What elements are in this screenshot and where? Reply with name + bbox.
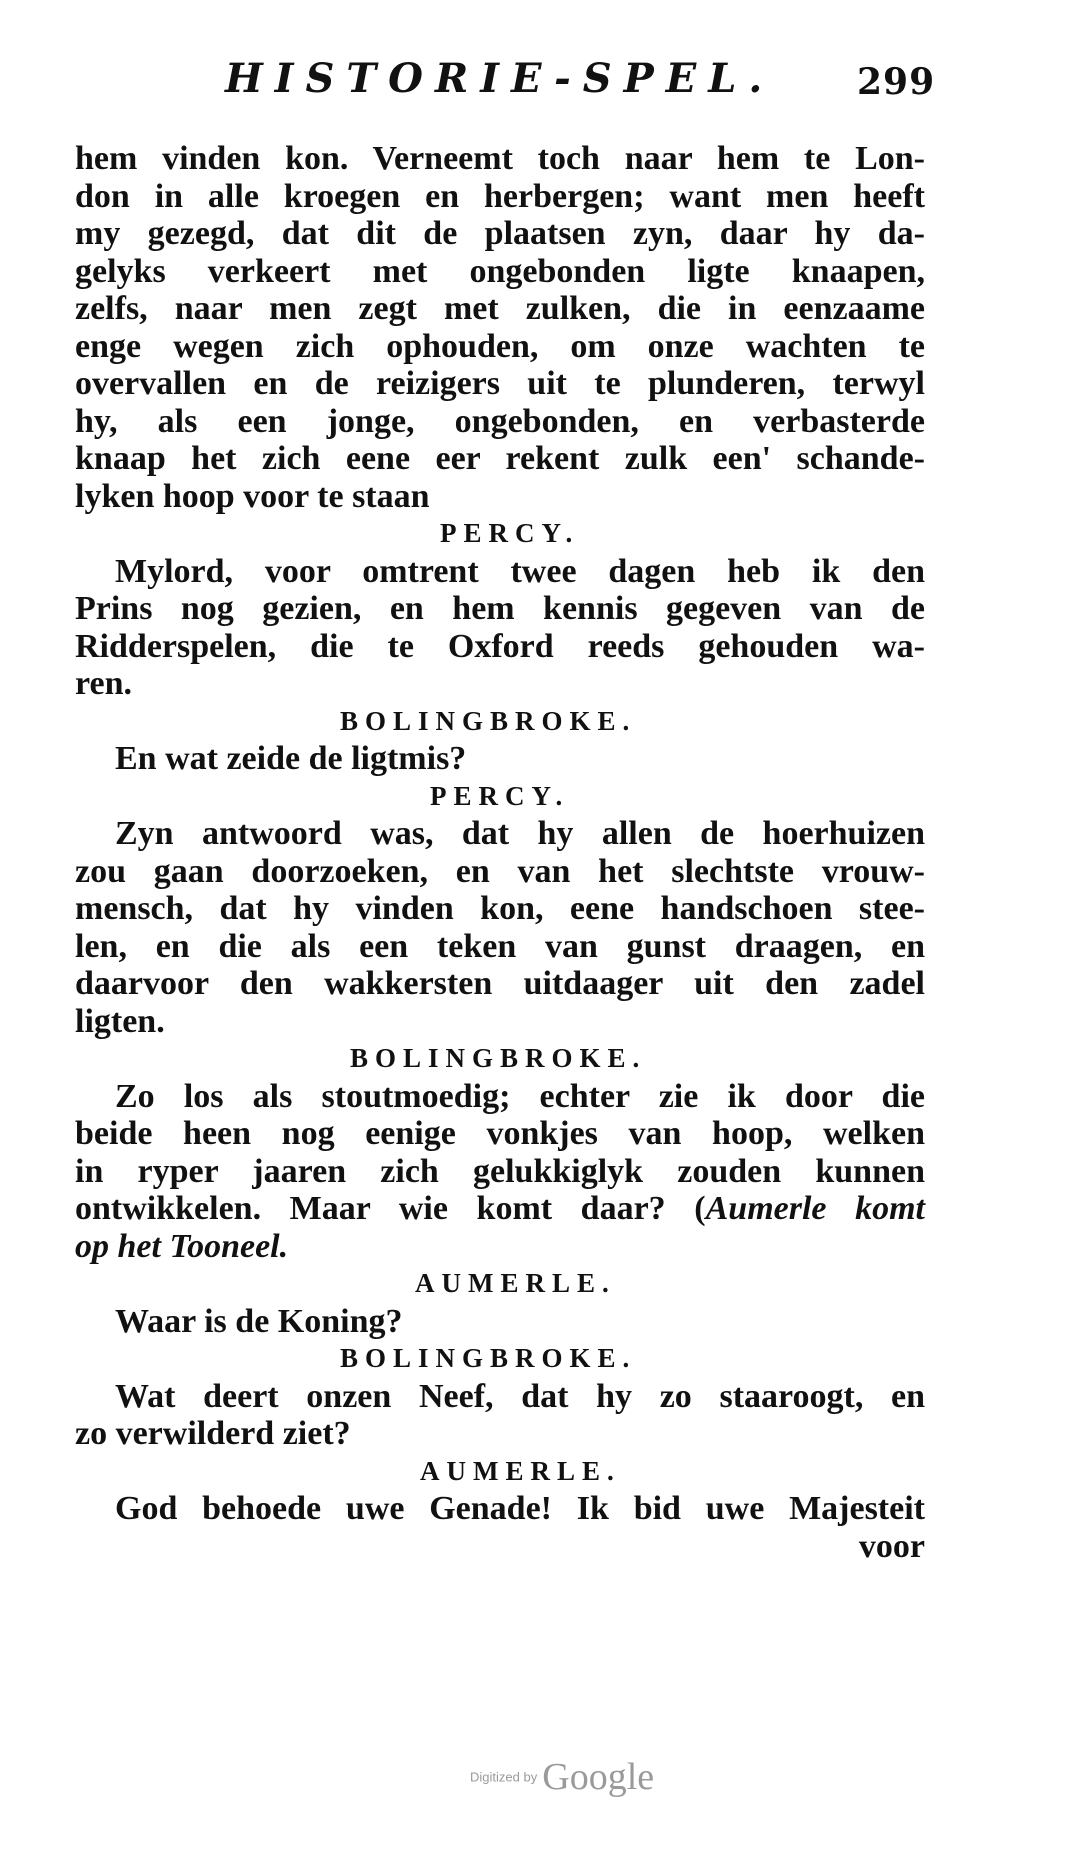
speaker-aumerle: AUMERLE. — [420, 1455, 621, 1486]
text-line: mensch, dat hy vinden kon, eene handschoen stee- — [75, 890, 925, 927]
stage-direction: Aumerle komt — [705, 1190, 925, 1227]
text-line: ligten. — [75, 1002, 165, 1040]
page-number: 299 — [857, 61, 936, 103]
text-line: Ridderspelen, die te Oxford reeds gehouden wa- — [75, 627, 925, 665]
text-line: Waar is de Koning? — [115, 1302, 403, 1340]
text-line: len, en die als een teken van gunst draagen, en — [75, 927, 925, 965]
text-line: don in alle kroegen en herbergen; want men heeft — [75, 177, 925, 215]
text-line: knaap het zich eene eer rekent zulk een' schande- — [75, 440, 925, 477]
text-line: daarvoor den wakkersten uitdaager uit den zadel — [75, 965, 925, 1002]
text-line: beide heen nog eenige vonkjes van hoop, welken — [75, 1115, 925, 1152]
watermark-prefix: Digitized by — [470, 1769, 538, 1785]
text-line: zelfs, naar men zegt met zulken, die in eenzaame — [75, 290, 925, 327]
speaker-bolingbroke: BOLINGBROKE. — [340, 1343, 637, 1373]
stage-direction: op het Tooneel. — [75, 1227, 289, 1265]
text-line: gelyks verkeert met ongebonden ligte knaapen, — [75, 252, 925, 290]
text-line: Zo los als stoutmoedig; echter zie ik door die — [115, 1077, 925, 1115]
text-line: hem vinden kon. Verneemt toch naar hem te Lon- — [75, 140, 925, 177]
speaker-bolingbroke: BOLINGBROKE. — [350, 1043, 647, 1073]
catchword: voor — [858, 1527, 925, 1565]
text-span: ontwikkelen. Maar wie komt daar? ( — [75, 1190, 706, 1227]
speaker-aumerle: AUMERLE. — [415, 1268, 616, 1298]
body-text — [75, 140, 925, 1565]
text-line: zo verwilderd ziet? — [75, 1415, 351, 1452]
text-line: Zyn antwoord was, dat hy allen de hoerhuizen — [115, 815, 925, 852]
speaker-percy: PERCY. — [440, 518, 580, 548]
page-header — [225, 55, 936, 115]
text-line: in ryper jaaren zich gelukkiglyk zouden kunnen — [75, 1152, 925, 1190]
text-line: lyken hoop voor te staan — [75, 477, 430, 515]
text-line — [75, 1190, 925, 1228]
running-title: HISTORIE-SPEL. — [225, 55, 775, 102]
digitized-watermark — [470, 1755, 730, 1805]
text-line: En wat zeide de ligtmis? — [115, 740, 467, 777]
text-line: Mylord, voor omtrent twee dagen heb ik den — [115, 552, 925, 590]
text-line: hy, als een jonge, ongebonden, en verbasterde — [75, 402, 925, 440]
text-line: Prins nog gezien, en hem kennis gegeven van de — [75, 590, 925, 627]
text-line: God behoede uwe Genade! Ik bid uwe Majesteit — [115, 1490, 925, 1527]
text-line: enge wegen zich ophouden, om onze wachten te — [75, 327, 925, 365]
text-line: overvallen en de reizigers uit te plunderen, terwyl — [75, 365, 925, 402]
speaker-bolingbroke: BOLINGBROKE. — [340, 705, 637, 736]
speaker-percy: PERCY. — [430, 780, 570, 811]
text-line: ren. — [75, 665, 132, 702]
text-line: zou gaan doorzoeken, en van het slechtste vrouw- — [75, 852, 925, 890]
google-logo: Google — [542, 1756, 655, 1798]
text-line: my gezegd, dat dit de plaatsen zyn, daar hy da- — [75, 215, 925, 252]
text-line: Wat deert onzen Neef, dat hy zo staaroogt, en — [115, 1377, 925, 1415]
